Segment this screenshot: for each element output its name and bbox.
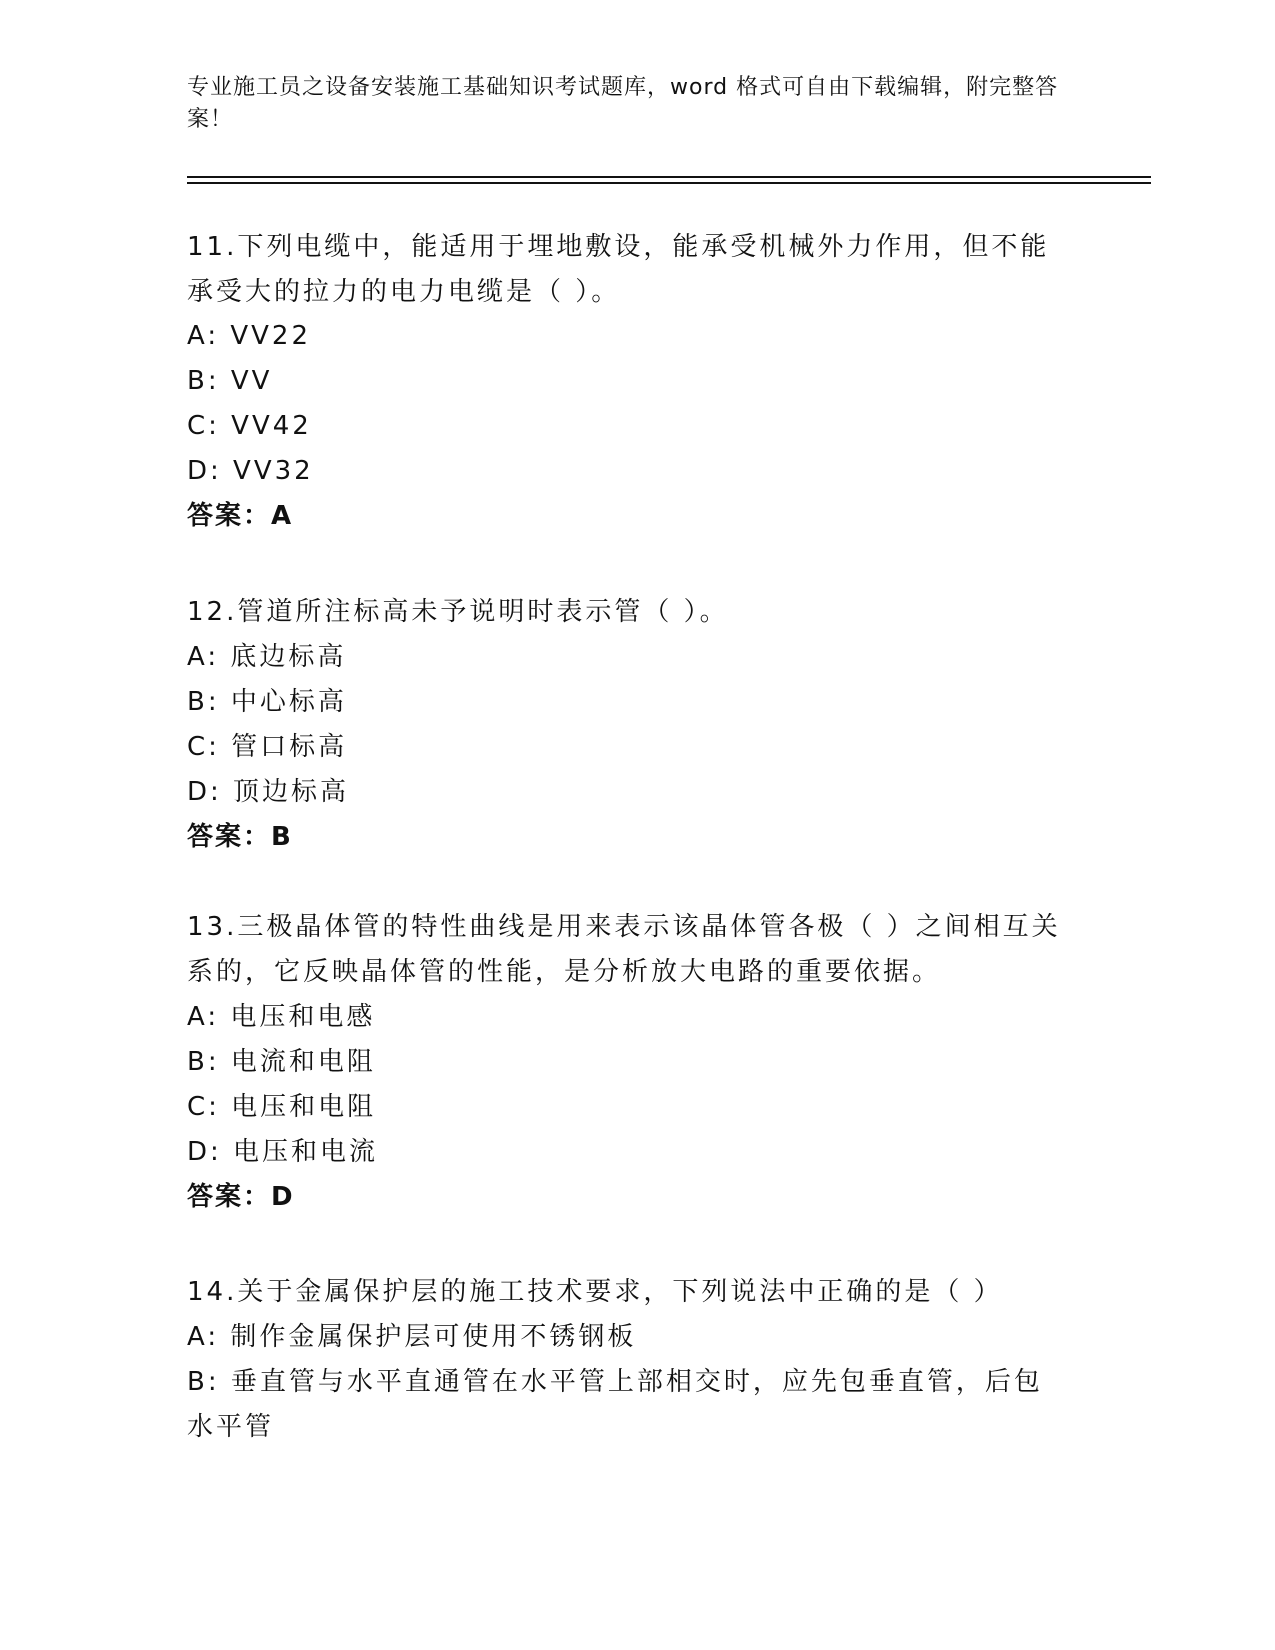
question-14-option-a: A: 制作金属保护层可使用不锈钢板 (187, 1322, 637, 1352)
question-13-option-c: C: 电压和电阻 (187, 1092, 377, 1122)
header-divider-bottom (187, 182, 1151, 184)
question-13-option-a: A: 电压和电感 (187, 1002, 376, 1032)
question-12-answer: 答案：B (187, 822, 293, 852)
question-12-stem: 12.管道所注标高未予说明时表示管（ ）。 (187, 597, 729, 627)
question-12-option-c: C: 管口标高 (187, 732, 348, 762)
question-13-option-d: D: 电压和电流 (187, 1137, 379, 1167)
question-11-option-a: A: VV22 (187, 321, 312, 351)
question-11-answer: 答案：A (187, 501, 294, 531)
question-13-option-b: B: 电流和电阻 (187, 1047, 376, 1077)
question-12-option-a: A: 底边标高 (187, 642, 347, 672)
question-13-answer: 答案：D (187, 1182, 295, 1212)
question-11-option-d: D: VV32 (187, 456, 314, 486)
question-14-stem: 14.关于金属保护层的施工技术要求，下列说法中正确的是（ ） (187, 1277, 1003, 1307)
document-header: 专业施工员之设备安装施工基础知识考试题库，word 格式可自由下载编辑，附完整答案！ (187, 75, 1059, 132)
question-11-stem: 11.下列电缆中，能适用于埋地敷设，能承受机械外力作用，但不能承受大的拉力的电力电缆是（ ）。 (187, 232, 1050, 307)
question-14-option-b: B: 垂直管与水平直通管在水平管上部相交时，应先包垂直管，后包水平管 (187, 1367, 1043, 1442)
header-divider-top (187, 176, 1151, 178)
question-11-option-c: C: VV42 (187, 411, 312, 441)
question-12-option-b: B: 中心标高 (187, 687, 347, 717)
question-12-option-d: D: 顶边标高 (187, 777, 350, 807)
question-13-stem: 13.三极晶体管的特性曲线是用来表示该晶体管各极（ ）之间相互关系的，它反映晶体管的性能，是分析放大电路的重要依据。 (187, 912, 1061, 987)
question-11-option-b: B: VV (187, 366, 273, 396)
